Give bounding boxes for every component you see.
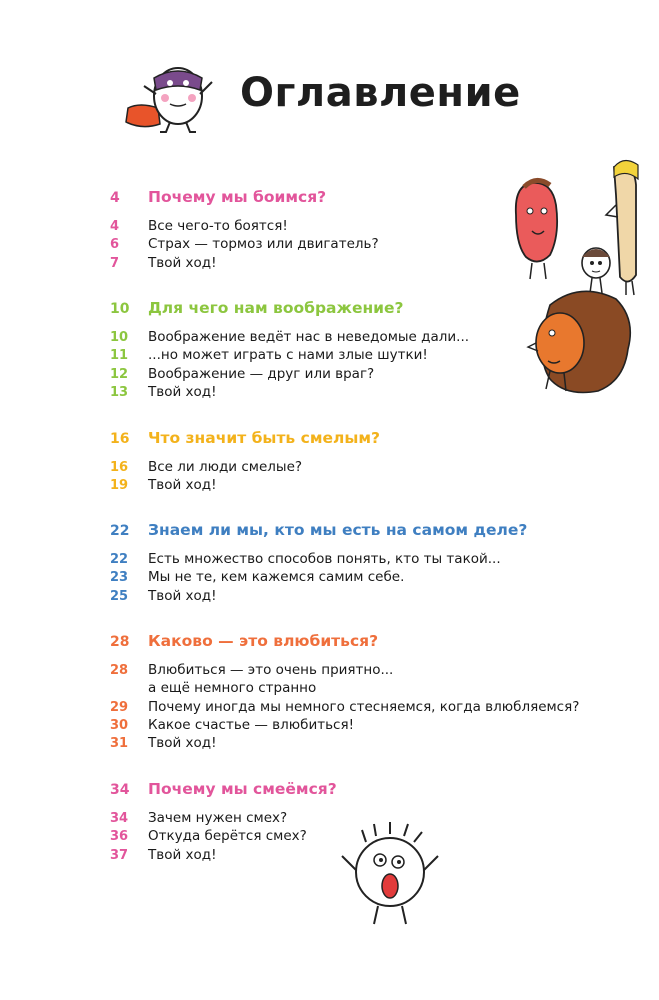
item-page-number: 34 <box>110 811 129 826</box>
item-title: Все чего-то боятся! <box>148 218 288 234</box>
item-page-number: 12 <box>110 366 129 382</box>
item-page-number: 31 <box>110 736 129 752</box>
item-title: Твой ход! <box>148 477 217 494</box>
section-page-number: 22 <box>110 523 130 539</box>
superhero-egg-illustration <box>120 52 220 134</box>
section-title: Что значит быть смелым? <box>148 429 381 447</box>
item-title: Есть множество способов понять, кто ты такой... <box>148 551 501 567</box>
item-title: Твой ход! <box>148 587 217 604</box>
toc-item[interactable] <box>110 218 580 236</box>
item-page-number: 4 <box>110 219 120 234</box>
item-page-number: 37 <box>110 847 129 863</box>
toc-item[interactable] <box>110 459 580 477</box>
item-title: Твой ход! <box>148 735 217 752</box>
item-title: Воображение — друг или враг? <box>148 365 375 382</box>
item-page-number: 6 <box>110 237 120 253</box>
section-heading[interactable] <box>110 632 580 656</box>
item-page-number: 29 <box>110 699 129 715</box>
page-title: Оглавление <box>240 70 521 116</box>
toc-section <box>110 521 580 606</box>
toc-section <box>110 188 580 273</box>
section-title: Знаем ли мы, кто мы есть на самом деле? <box>148 521 528 539</box>
toc-item[interactable] <box>110 347 580 365</box>
item-page-number: 23 <box>110 570 129 586</box>
section-title: Каково — это влюбиться? <box>148 632 379 650</box>
section-heading[interactable] <box>110 299 580 323</box>
toc-item[interactable] <box>110 384 580 402</box>
toc-item[interactable] <box>110 847 580 865</box>
item-page-number: 25 <box>110 588 129 604</box>
section-title: Почему мы смеёмся? <box>148 780 337 798</box>
toc-item[interactable] <box>110 810 580 828</box>
item-page-number: 11 <box>110 348 129 364</box>
toc-section <box>110 632 580 753</box>
item-title: Воображение ведёт нас в неведомые дали... <box>148 329 470 345</box>
toc-section <box>110 299 580 402</box>
section-title: Почему мы боимся? <box>148 188 327 206</box>
toc-item[interactable] <box>110 477 580 495</box>
item-page-number: 10 <box>110 330 129 345</box>
section-title: Для чего нам воображение? <box>148 299 404 317</box>
toc-item[interactable] <box>110 255 580 273</box>
toc-section <box>110 429 580 496</box>
toc-item[interactable] <box>110 828 580 846</box>
toc-item[interactable] <box>110 588 580 606</box>
section-heading[interactable] <box>110 429 580 453</box>
toc-item[interactable] <box>110 236 580 254</box>
toc-item[interactable] <box>110 551 580 569</box>
section-page-number: 34 <box>110 782 130 798</box>
item-title: Твой ход! <box>148 254 217 271</box>
toc-item[interactable] <box>110 329 580 347</box>
toc-section <box>110 780 580 865</box>
toc-item[interactable] <box>110 699 580 717</box>
item-page-number: 36 <box>110 829 129 845</box>
item-page-number: 22 <box>110 552 129 567</box>
section-heading[interactable] <box>110 188 580 212</box>
item-title: Зачем нужен смех? <box>148 810 288 826</box>
item-title: Почему иногда мы немного стесняемся, когда влюбляемся? <box>148 698 580 715</box>
section-heading[interactable] <box>110 780 580 804</box>
item-title: Страх — тормоз или двигатель? <box>148 236 379 253</box>
item-page-number: 28 <box>110 663 129 678</box>
item-title: Твой ход! <box>148 846 217 863</box>
section-page-number: 28 <box>110 634 130 650</box>
item-page-number: 16 <box>110 460 129 475</box>
item-title: Мы не те, кем кажемся самим себе. <box>148 569 405 586</box>
item-page-number: 19 <box>110 478 129 494</box>
item-title: Влюбиться — это очень приятно... <box>148 662 394 678</box>
section-page-number: 10 <box>110 301 130 317</box>
section-heading[interactable] <box>110 521 580 545</box>
item-page-number: 7 <box>110 255 120 271</box>
item-title: Какое счастье — влюбиться! <box>148 716 354 733</box>
toc-item[interactable] <box>110 366 580 384</box>
item-title: ...но может играть с нами злые шутки! <box>148 347 428 364</box>
item-page-number: 13 <box>110 384 129 400</box>
toc-item[interactable] <box>110 717 580 735</box>
item-title: Все ли люди смелые? <box>148 459 303 475</box>
item-title: Твой ход! <box>148 383 217 400</box>
toc-item[interactable] <box>110 662 580 680</box>
item-title-continuation: а ещё немного странно <box>148 680 317 697</box>
toc-item[interactable] <box>110 569 580 587</box>
section-page-number: 16 <box>110 431 130 447</box>
item-page-number: 30 <box>110 717 129 733</box>
toc-item[interactable] <box>110 735 580 753</box>
item-title: Откуда берётся смех? <box>148 828 307 845</box>
section-page-number: 4 <box>110 190 120 206</box>
